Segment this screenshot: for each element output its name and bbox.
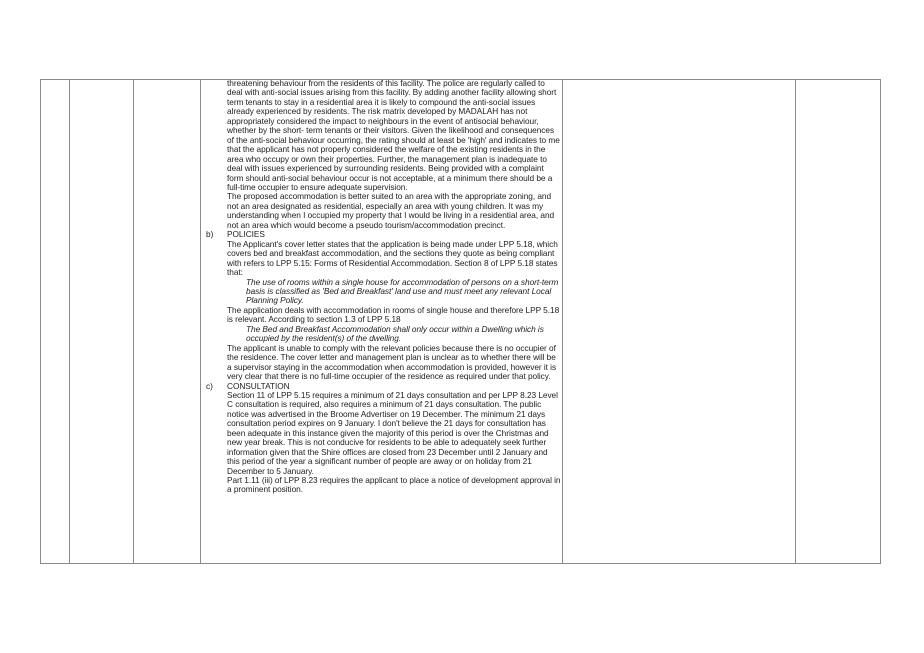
- section-heading: CONSULTATION: [227, 380, 290, 391]
- section-heading: POLICIES: [227, 229, 265, 240]
- policy-quote-2: The Bed and Breakfast Accommodation shall only occur within a Dwelling which is occupied by the resident(s) of the dwelling.: [246, 323, 544, 344]
- intro-paragraph: threatening behaviour from the residents of this facility. The police are regularly called to deal with anti-social issues arising from this facility. By adding another facility allowing short term tenants to stay in a residential area it is likely to compound the anti-social issues already experienced by residents. The risk matrix developed by MADALAH has not appropriately considered the impact to neighbours in the event of antisocial behaviour, whether by the short- term tenants or their visitors. Given the likelihood and consequences of the anti-social behaviour occurring, the rating should at least be 'high' and indicates to me that the applicant has not properly considered the welfare of the existing residents in the area who occupy or own their properties. Further, the management plan is inadequate to deal with issues experienced by surrounding residents. Being provided with a complaint form should anti-social behaviour occur is not acceptable, at a minimum there should be a full-time occupier to ensure adequate supervision.: [227, 78, 560, 192]
- column-divider: [200, 80, 201, 563]
- zoning-paragraph: The proposed accommodation is better suited to an area with the appropriate zoning, and not an area designated as residential, especially an area with young children. It was my understanding when I occupied my property that I would be living in a residential area, and not an area which would become a pseudo tourism/accommodation precinct.: [227, 191, 555, 230]
- policy-quote-1: The use of rooms within a single house for accommodation of persons on a short-term basis is classified as 'Bed and Breakfast' land use and must meet any relevant Local Planning Policy.: [246, 276, 559, 306]
- section-policies: [206, 229, 561, 382]
- consultation-paragraph-1: Section 11 of LPP 5.15 requires a minimum of 21 days consultation and per LPP 8.23 Level C consultation is required, also requires a minimum of 21 days consultation. The public notice was advertised in the Broome Advertiser on 19 December. The minimum 21 days consultation period expires on 9 January. I don't believe the 21 days for consultation has been adequate in this instance given the majority of this period is over the Christmas and new year break. This is not conducive for residents to be able to adequately seek further information given that the Shire offices are closed from 23 December until 2 January and this period of the year a significant number of people are away or on holiday from 21 December to 5 January.: [227, 389, 558, 476]
- column-divider: [795, 80, 796, 563]
- section-consultation: [206, 380, 561, 495]
- column-divider: [69, 80, 70, 563]
- section-label: c): [206, 380, 213, 391]
- column-divider: [562, 80, 563, 563]
- policies-paragraph-2: The application deals with accommodation in rooms of single house and therefore LPP 5.18 is relevant. According to section 1.3 of LPP 5.18: [227, 304, 560, 325]
- column-divider: [133, 80, 134, 563]
- policies-paragraph-1: The Applicant's cover letter states that the application is being made under LPP 5.18, which covers bed and breakfast accommodation, and the sections they quote as being compliant with refers to LPP 5.15: Forms of Residential Accommodation. Section 8 of LPP 5.18 states that:: [227, 238, 558, 278]
- policies-paragraph-3: The applicant is unable to comply with the relevant policies because there is no occupier of the residence. The cover letter and management plan is unclear as to whether there will be a supervisor staying in the accommodation when accommodation is provided, however it is very clear that there is no full-time occupier of the residence as required under that policy.: [227, 342, 557, 382]
- consultation-paragraph-2: Part 1.11 (iii) of LPP 8.23 requires the applicant to place a notice of development approval in a prominent position.: [227, 475, 561, 495]
- section-label: b): [206, 229, 214, 240]
- submission-text-cell: [206, 78, 561, 495]
